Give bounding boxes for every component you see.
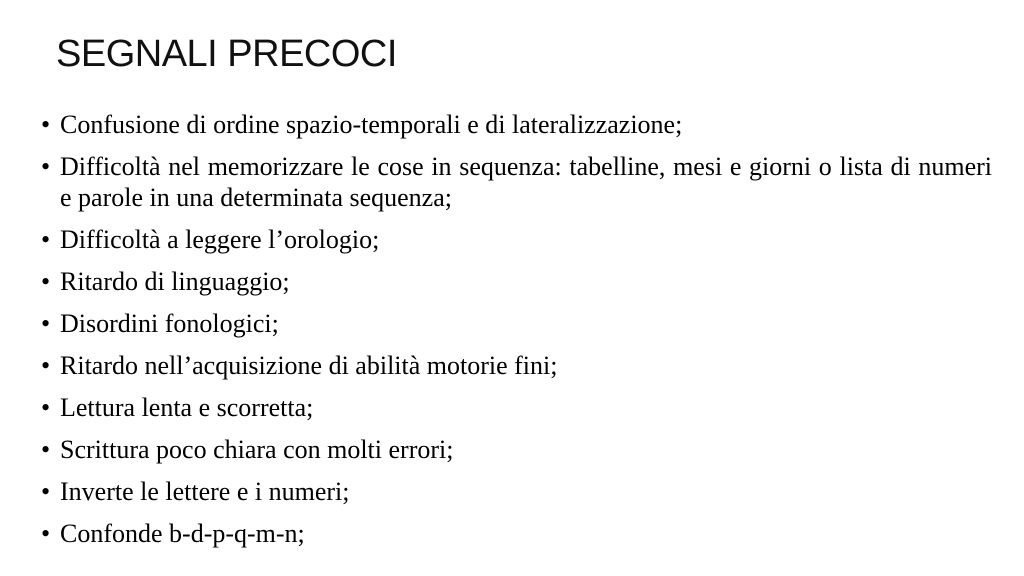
- bullet-dot-icon: •: [41, 519, 51, 548]
- bullet-text: Difficoltà nel memorizzare le cose in sequenza: tabelline, mesi e giorni o lista di numeri e parole in una determinata sequenza;: [60, 152, 992, 212]
- bullet-item: [40, 518, 992, 549]
- bullet-item: [40, 151, 992, 213]
- bullet-text: Ritardo nell’acquisizione di abilità motorie fini;: [60, 351, 558, 380]
- bullet-text: Ritardo di linguaggio;: [60, 267, 290, 296]
- bullet-text: Difficoltà a leggere l’orologio;: [60, 225, 380, 254]
- bullet-text: Inverte le lettere e i numeri;: [60, 477, 350, 506]
- bullet-text: Lettura lenta e scorretta;: [60, 393, 314, 422]
- bullet-dot-icon: •: [41, 393, 51, 422]
- bullet-item: [40, 392, 992, 423]
- bullet-dot-icon: •: [41, 110, 51, 139]
- bullet-text: Disordini fonologici;: [60, 309, 279, 338]
- bullet-dot-icon: •: [41, 351, 51, 380]
- bullet-item: [40, 109, 992, 140]
- bullet-dot-icon: •: [41, 477, 51, 506]
- slide-title: SEGNALI PRECOCI: [56, 33, 397, 75]
- bullet-item: [40, 350, 992, 381]
- bullet-dot-icon: •: [41, 435, 51, 464]
- bullet-dot-icon: •: [41, 267, 51, 296]
- bullet-dot-icon: •: [41, 309, 51, 338]
- bullet-text: Confusione di ordine spazio-temporali e di lateralizzazione;: [60, 110, 683, 139]
- bullet-item: [40, 224, 992, 255]
- bullet-item: [40, 476, 992, 507]
- bullet-text: Confonde b-d-p-q-m-n;: [60, 519, 305, 548]
- bullet-text: Scrittura poco chiara con molti errori;: [60, 435, 454, 464]
- bullet-item: [40, 434, 992, 465]
- bullet-dot-icon: •: [41, 152, 51, 181]
- bullet-item: [40, 308, 992, 339]
- bullet-item: [40, 266, 992, 297]
- bullet-list: [40, 109, 992, 560]
- bullet-dot-icon: •: [41, 225, 51, 254]
